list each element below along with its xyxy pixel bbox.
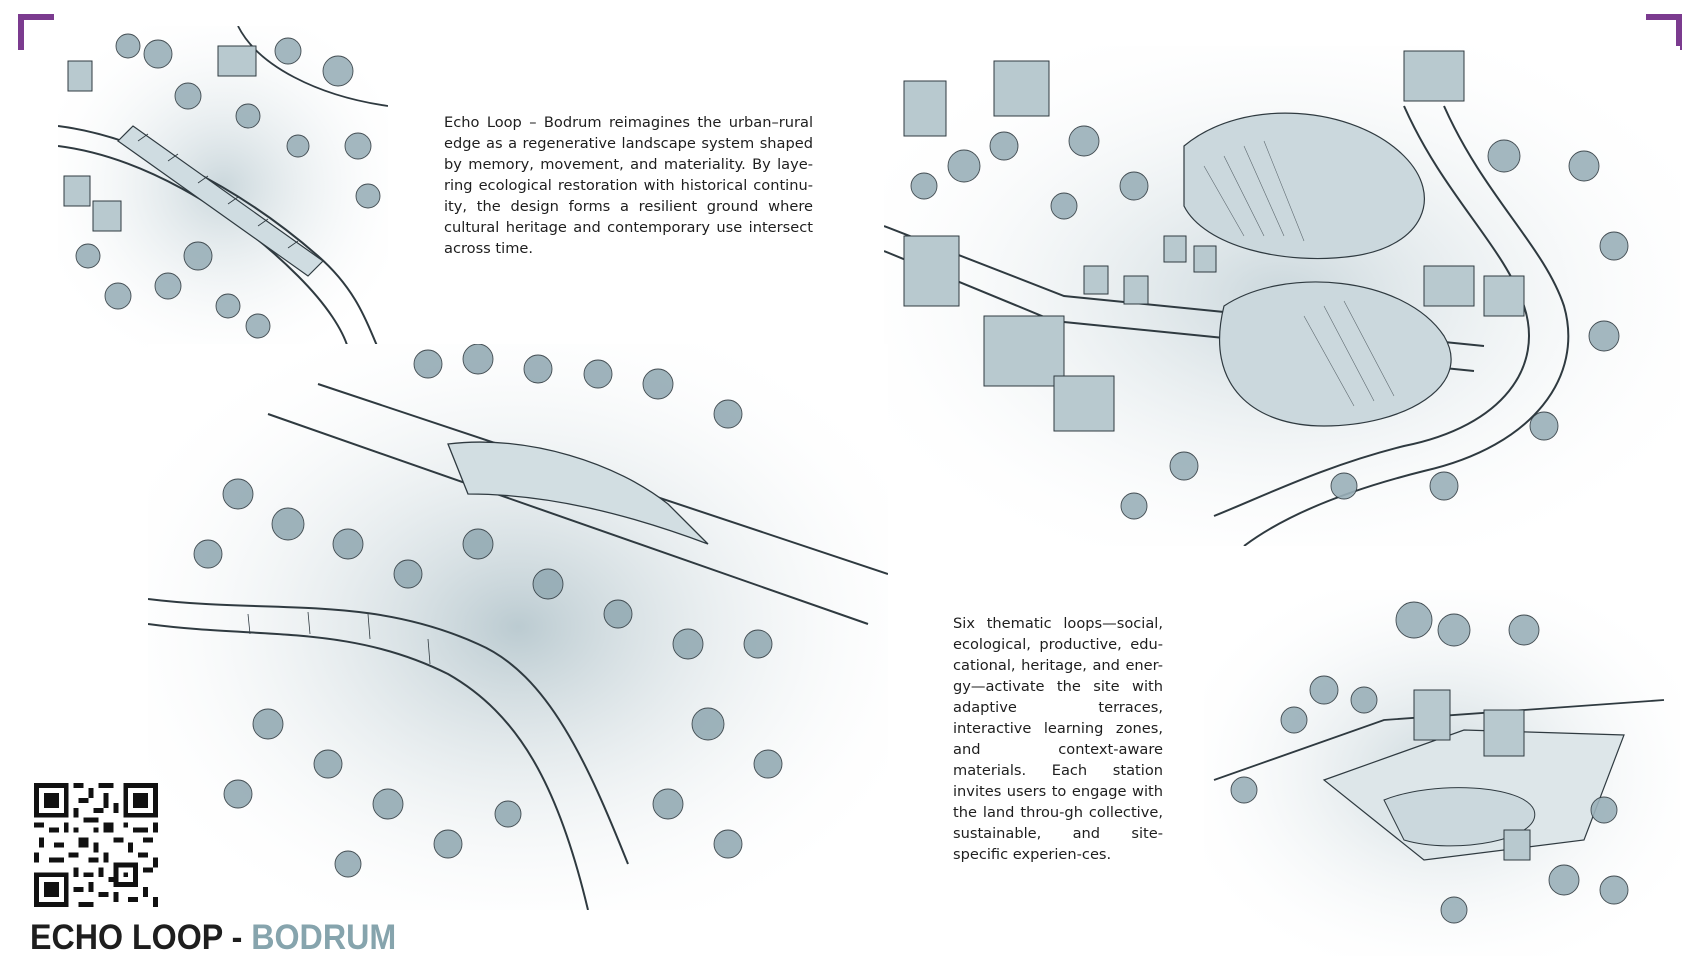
sketch-bridge-forest	[148, 344, 888, 910]
corner-bracket-top-right	[1646, 14, 1682, 50]
corner-bracket-top-left	[18, 14, 54, 50]
sketch-hill-site	[884, 46, 1680, 546]
thematic-loops-description: Six thematic loops—social, ecological, productive, edu-cational, heritage, and ener-gy—activate the site with adaptive terraces, interactive learning zones, and context-aware materials. Each station invites users to engage with the land throu-gh collective, sustainable, and site-specific experien-ces.	[953, 615, 1163, 863]
title-accent: BODRUM	[251, 918, 397, 957]
sketch-garden-plaza	[1204, 590, 1680, 956]
sketch-rail-corridor	[58, 26, 388, 348]
title-main: ECHO LOOP -	[30, 918, 252, 957]
project-description: Echo Loop – Bodrum reimagines the urban–rural edge as a regenerative landscape system shaped by memory, movement, and materiality. By laye-ring ecological restoration with historical continu-ity, the design forms a resilient ground where cultural heritage and contemporary use intersect across time.	[444, 114, 813, 257]
qr-code-icon[interactable]	[34, 783, 158, 907]
page-title	[30, 918, 396, 958]
